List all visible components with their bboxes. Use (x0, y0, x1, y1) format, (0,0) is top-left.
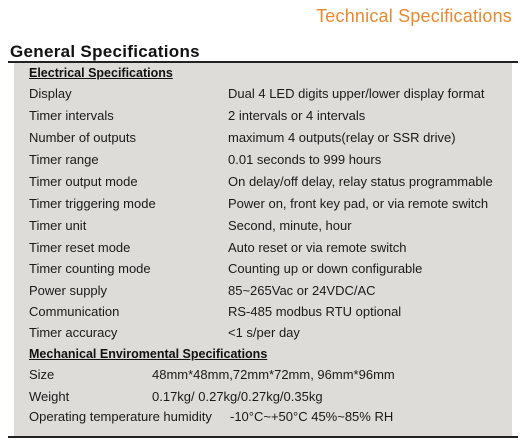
spec-label: Timer reset mode (29, 240, 131, 255)
spec-row (0, 194, 526, 214)
spec-value: 0.01 seconds to 999 hours (228, 152, 382, 167)
spec-label: Display (29, 86, 72, 101)
spec-label: Timer intervals (29, 108, 114, 123)
spec-label: Number of outputs (29, 130, 136, 145)
spec-row (0, 84, 526, 104)
spec-value: RS-485 modbus RTU optional (228, 304, 402, 319)
spec-row (0, 323, 526, 343)
spec-label: Size (29, 367, 55, 382)
spec-value: Auto reset or via remote switch (228, 240, 407, 255)
spec-label: Timer counting mode (29, 261, 151, 276)
spec-row (0, 172, 526, 192)
spec-label: Timer accuracy (29, 325, 118, 340)
spec-value: 2 intervals or 4 intervals (228, 108, 366, 123)
spec-row (0, 259, 526, 279)
spec-value: maximum 4 outputs(relay or SSR drive) (228, 130, 456, 145)
spec-row (0, 238, 526, 258)
spec-value: On delay/off delay, relay status programmable (228, 174, 493, 189)
spec-value: Dual 4 LED digits upper/lower display format (228, 86, 485, 101)
spec-value: 85~265Vac or 24VDC/AC (228, 283, 376, 298)
spec-row (0, 302, 526, 322)
spec-value: Second, minute, hour (228, 218, 352, 233)
spec-label: Timer range (29, 152, 99, 167)
spec-label: Timer output mode (29, 174, 138, 189)
electrical-section-title: Electrical Specifications (29, 66, 173, 80)
spec-row (0, 281, 526, 301)
bottom-divider (8, 436, 518, 438)
spec-row (0, 128, 526, 148)
spec-value: Power on, front key pad, or via remote switch (228, 196, 489, 211)
spec-row (0, 150, 526, 170)
page-header-title: Technical Specifications (316, 6, 512, 26)
spec-row (0, 365, 526, 385)
spec-label: Power supply (29, 283, 108, 298)
spec-value: Counting up or down configurable (228, 261, 423, 276)
spec-row (0, 407, 526, 427)
spec-label: Timer unit (29, 218, 87, 233)
spec-label: Timer triggering mode (29, 196, 156, 211)
spec-value: 48mm*48mm,72mm*72mm, 96mm*96mm (152, 367, 395, 382)
mechanical-section-title: Mechanical Enviromental Specifications (29, 347, 268, 361)
spec-value: 0.17kg/ 0.27kg/0.27kg/0.35kg (152, 389, 323, 404)
spec-row (0, 106, 526, 126)
spec-value: <1 s/per day (228, 325, 300, 340)
spec-label: Operating temperature humidity (29, 409, 212, 424)
spec-label: Communication (29, 304, 120, 319)
general-specifications-title: General Specifications (10, 42, 200, 61)
spec-row (0, 387, 526, 407)
spec-label: Weight (29, 389, 70, 404)
spec-value: -10°C~+50°C 45%~85% RH (230, 409, 394, 424)
spec-row (0, 216, 526, 236)
